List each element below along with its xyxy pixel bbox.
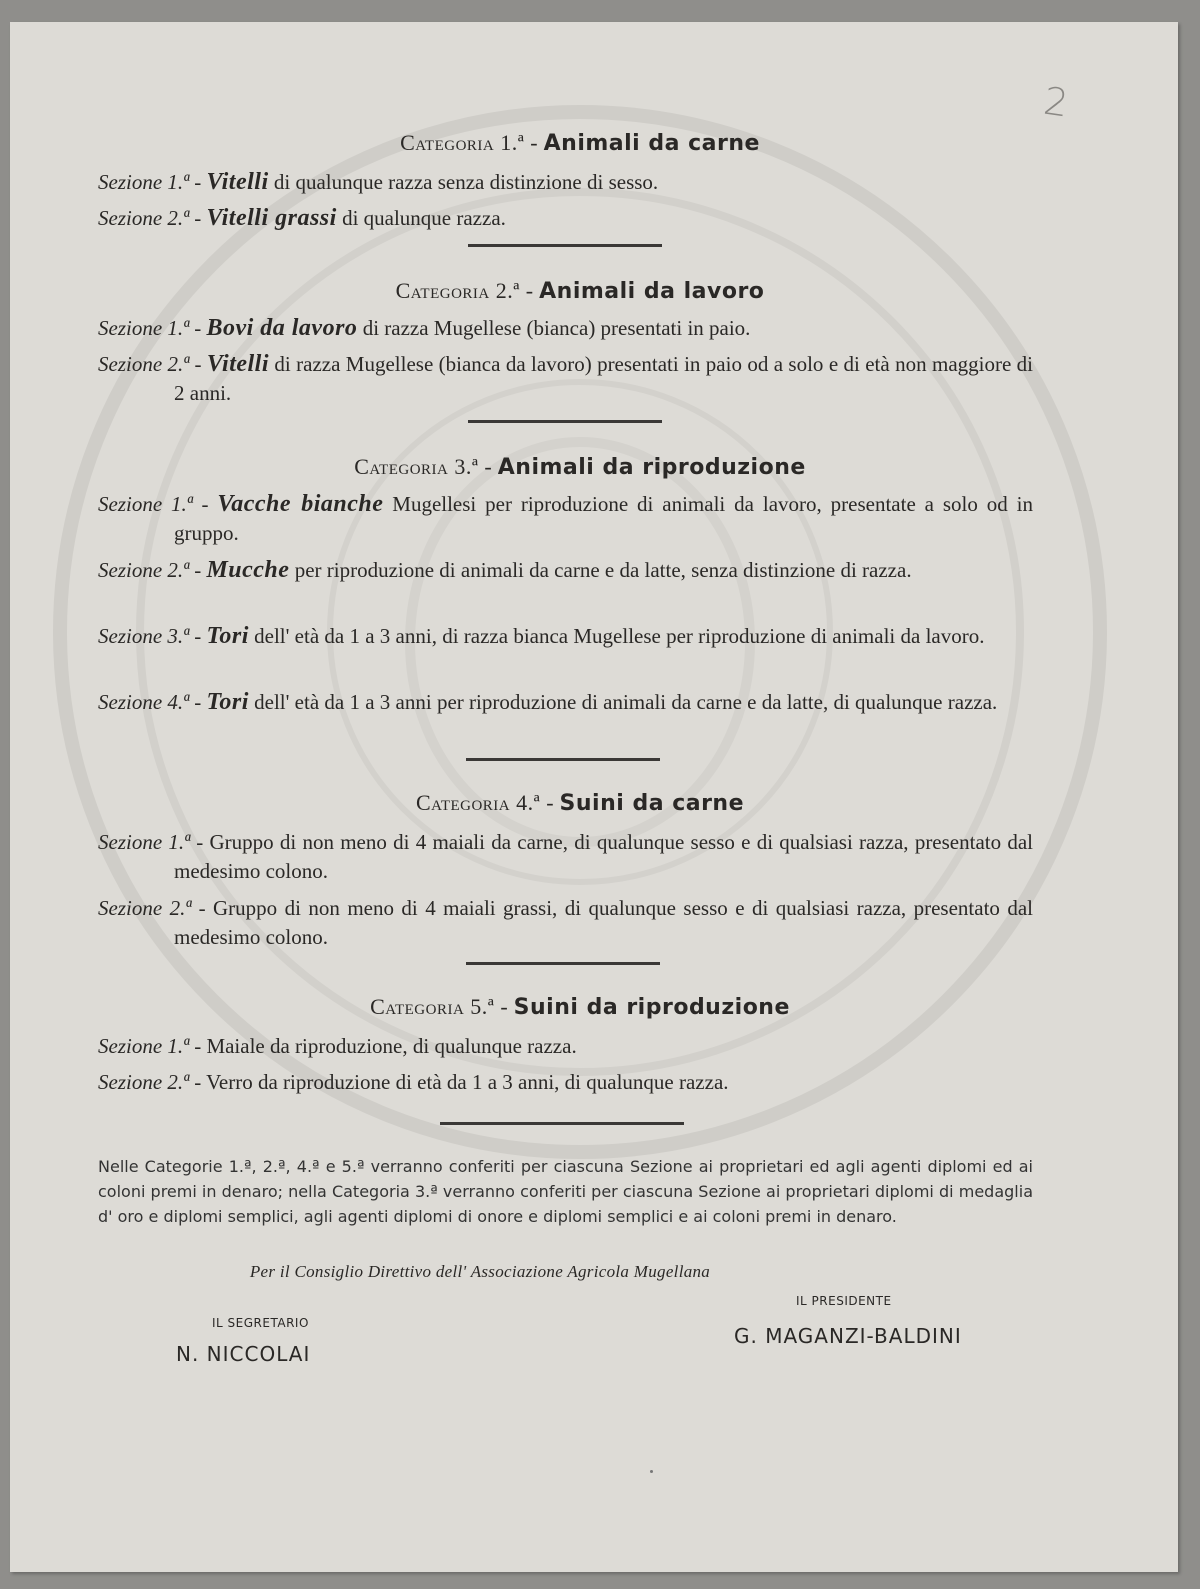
section-keyword: Mucche — [206, 557, 290, 583]
category-1-section-2 — [98, 204, 1033, 233]
section-text: Maiale da riproduzione, di qualunque razza. — [206, 1034, 577, 1058]
section-label: Sezione 2.ª - — [98, 206, 202, 230]
awards-note: Nelle Categorie 1.ª, 2.ª, 4.ª e 5.ª verranno conferiti per ciascuna Sezione ai proprietari ed agli agenti diplomi ed ai coloni premi in denaro; nella Categoria 3.ª verranno conferiti per ciascuna Sezione ai proprietari diplomi di medaglia d' oro e diplomi semplici, agli agenti diplomi di onore e diplomi semplici e ai coloni premi in denaro. — [98, 1157, 1033, 1226]
category-title: Animali da carne — [543, 131, 760, 156]
section-label: Sezione 2.ª - — [98, 558, 202, 582]
divider-rule — [468, 244, 662, 247]
category-1-heading — [10, 130, 1150, 156]
category-2-heading — [10, 278, 1150, 304]
category-title: Suini da riproduzione — [513, 995, 790, 1020]
section-label: Sezione 3.ª - — [98, 624, 202, 648]
section-text: per riproduzione di animali da carne e da latte, senza distinzione di razza. — [294, 558, 912, 582]
category-4-heading — [10, 790, 1150, 816]
category-5-heading — [10, 994, 1150, 1020]
category-label: Categoria 2.ª - — [395, 278, 534, 303]
section-label: Sezione 1.ª - — [98, 316, 202, 340]
category-2-section-2 — [98, 350, 1033, 408]
section-text: di qualunque razza. — [342, 206, 506, 230]
section-text: Mugellesi per riproduzione di animali da lavoro, presentate a solo od in gruppo. — [174, 492, 1034, 545]
section-text: dell' età da 1 a 3 anni, di razza bianca Mugellese per riproduzione di animali da lavoro. — [254, 624, 985, 648]
section-text: di razza Mugellese (bianca da lavoro) presentati in paio od a solo e di età non maggiore di 2 anni. — [174, 352, 1034, 405]
president-role: IL PRESIDENTE — [796, 1294, 892, 1308]
category-2-section-1 — [98, 314, 1033, 343]
category-5-section-1 — [98, 1032, 1033, 1061]
category-4-section-2 — [98, 894, 1033, 952]
category-label: Categoria 1.ª - — [400, 130, 539, 155]
category-3-heading — [10, 454, 1150, 480]
category-3-section-1 — [98, 490, 1033, 548]
category-3-section-4 — [98, 688, 1033, 717]
section-label: Sezione 1.ª - — [98, 170, 202, 194]
section-label: Sezione 1.ª - — [98, 492, 209, 516]
section-keyword: Bovi da lavoro — [206, 315, 358, 341]
section-label: Sezione 1.ª - — [98, 1034, 202, 1058]
category-title: Animali da riproduzione — [497, 455, 806, 480]
secretary-role: IL SEGRETARIO — [212, 1316, 309, 1330]
paper-speck — [650, 1470, 653, 1473]
section-keyword: Vitelli grassi — [206, 205, 337, 231]
section-label: Sezione 2.ª - — [98, 896, 206, 920]
category-label: Categoria 5.ª - — [370, 994, 509, 1019]
section-label: Sezione 2.ª - — [98, 1070, 202, 1094]
section-text: Verro da riproduzione di età da 1 a 3 anni, di qualunque razza. — [206, 1070, 729, 1094]
president-name: G. MAGANZI-BALDINI — [734, 1324, 962, 1348]
section-keyword: Tori — [206, 623, 249, 649]
category-3-section-2 — [98, 556, 1033, 585]
council-line: Per il Consiglio Direttivo dell' Associazione Agricola Mugellana — [249, 1262, 711, 1281]
section-text: dell' età da 1 a 3 anni per riproduzione di animali da carne e da latte, di qualunque razza. — [254, 690, 998, 714]
category-title: Animali da lavoro — [539, 279, 765, 304]
section-keyword: Vitelli — [206, 351, 270, 377]
category-1-section-1 — [98, 168, 1033, 197]
category-label: Categoria 4.ª - — [415, 790, 555, 815]
category-3-section-3 — [98, 622, 1033, 651]
section-label: Sezione 2.ª - — [98, 352, 202, 376]
divider-rule — [466, 962, 660, 965]
divider-rule — [466, 758, 660, 761]
category-label: Categoria 3.ª - — [354, 454, 493, 479]
section-text: Gruppo di non meno di 4 maiali grassi, di qualunque sesso e di qualsiasi razza, presentato dal medesimo colono. — [174, 896, 1034, 949]
category-title: Suini da carne — [559, 791, 745, 816]
section-keyword: Vitelli — [206, 169, 269, 195]
section-keyword: Tori — [206, 689, 249, 715]
section-label: Sezione 4.ª - — [98, 690, 202, 714]
section-text: di qualunque razza senza distinzione di sesso. — [273, 170, 659, 194]
category-5-section-2 — [98, 1068, 1033, 1097]
section-label: Sezione 1.ª - — [98, 830, 204, 854]
category-4-section-1 — [98, 828, 1033, 886]
section-text: Gruppo di non meno di 4 maiali da carne, di qualunque sesso e di qualsiasi razza, presentato dal medesimo colono. — [174, 830, 1034, 883]
section-keyword: Vacche bianche — [217, 491, 384, 517]
section-text: di razza Mugellese (bianca) presentati in paio. — [362, 316, 751, 340]
divider-rule — [468, 420, 662, 423]
document-page — [10, 22, 1178, 1572]
secretary-name: N. NICCOLAI — [176, 1342, 311, 1366]
page-number-mark: 2 — [1040, 78, 1071, 126]
divider-rule — [440, 1122, 684, 1125]
